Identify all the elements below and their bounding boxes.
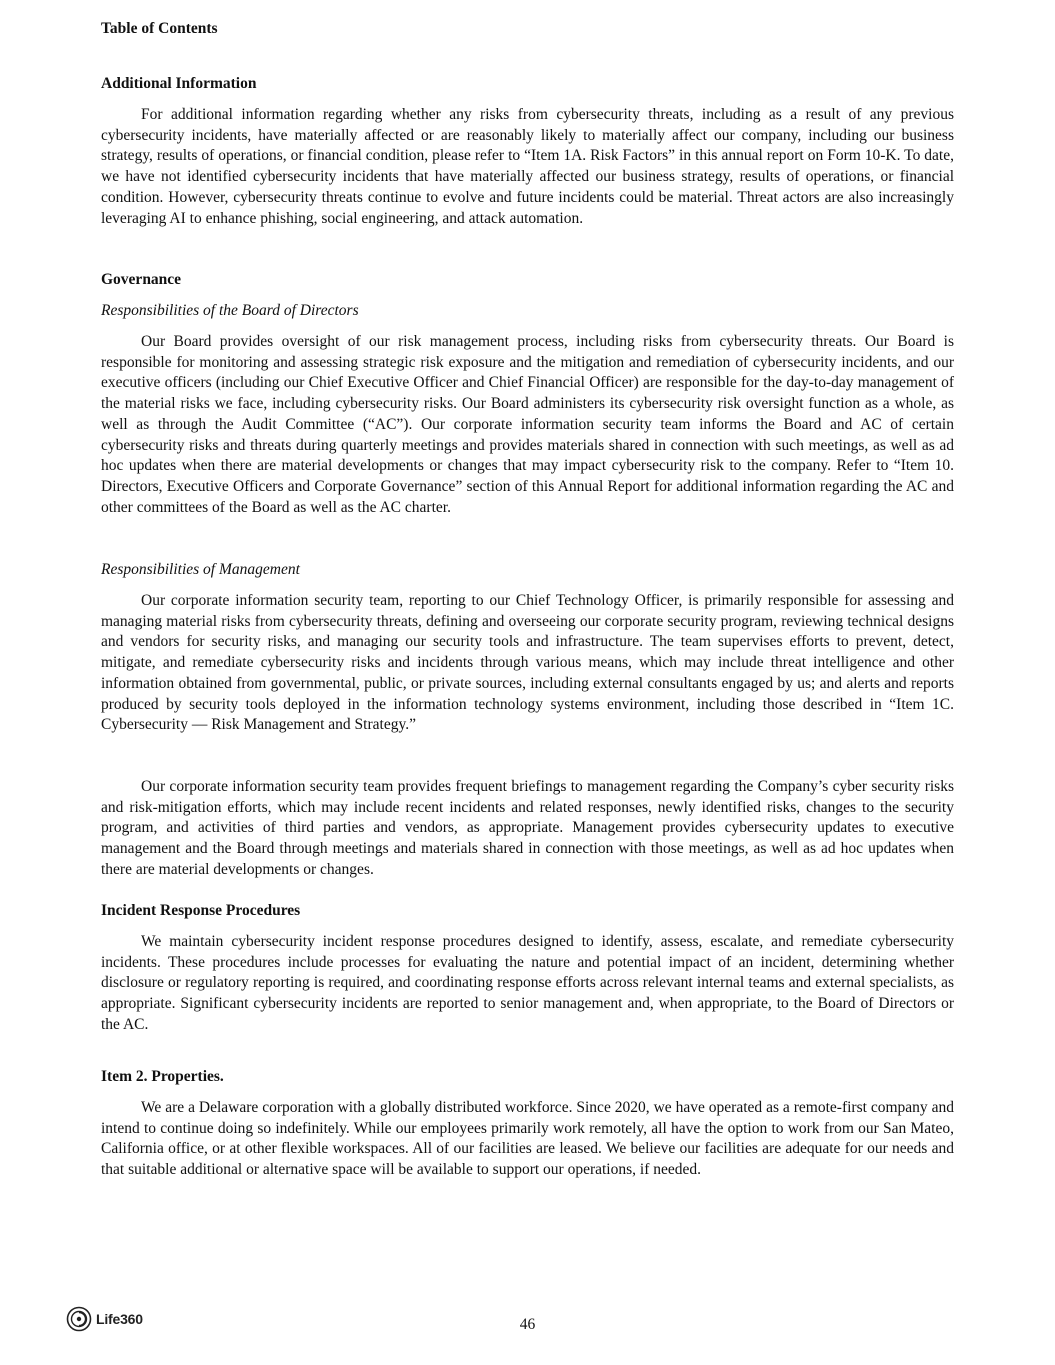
governance-heading: Governance bbox=[101, 271, 182, 288]
management-responsibilities-subheading: Responsibilities of Management bbox=[101, 561, 300, 578]
life360-logo-text: Life360 bbox=[96, 1311, 143, 1327]
additional-information-paragraph: For additional information regarding whether any risks from cybersecurity threats, including as a result of any previous cybersecurity incidents, have materially affected or are reasonably likely to materially affect our company, including our business strategy, results of operations, or financial condition, please refer to “Item 1A. Risk Factors” in this annual report on Form 10-K. To date, we have not identified cybersecurity incidents that have materially affected our business strategy, results of operations, or financial condition. However, cybersecurity threats continue to evolve and future incidents could be material. Threat actors are also increasingly leveraging AI to enhance phishing, social engineering, and attack automation. bbox=[101, 106, 954, 227]
management-briefings-paragraph: Our corporate information security team provides frequent briefings to management regarding the Company’s cyber security risks and risk-mitigation efforts, which may include recent incidents and related responses, newly identified risks, changes to the security program, and activities of third parties and vendors, as appropriate. Management provides cybersecurity updates to executive management and the Board through meetings and materials shared in connection with those meetings, as well as ad hoc updates when there are material developments or changes. bbox=[101, 778, 954, 878]
page-number: 46 bbox=[519, 1316, 536, 1333]
board-responsibilities-paragraph: Our Board provides oversight of our risk management process, including risks from cybersecurity threats. Our Board is responsible for monitoring and assessing strategic risk exposure and the mitigation and remediation of cybersecurity incidents, and our executive officers (including our Chief Executive Officer and Chief Financial Officer) are responsible for the day-to-day management of the material risks we face, including cybersecurity risks. Our Board administers its cybersecurity risk oversight function as a whole, as well as through the Audit Committee (“AC”). Our corporate information security team informs the Board and AC of certain cybersecurity risks and threats during quarterly meetings and provides materials shared in connection with such meetings, as well as ad hoc updates when there are material developments or changes that may impact cybersecurity risk to the company. Refer to “Item 10. Directors, Executive Officers and Corporate Governance” section of this Annual Report for additional information regarding the AC and other committees of the Board as well as the AC charter. bbox=[101, 333, 954, 516]
management-responsibilities-paragraph: Our corporate information security team, reporting to our Chief Technology Officer, is primarily responsible for assessing and managing material risks from cybersecurity threats, defining and overseeing our corporate security program, reviewing technical designs and vendors for security risks, and managing our security tools and infrastructure. The team supervises efforts to prevent, detect, mitigate, and remediate cybersecurity risks and incidents through various means, which may include threat intelligence and other information obtained from governmental, public, or private sources, including external consultants engaged by us; and alerts and reports produced by security tools deployed in the information technology systems environment, including those described in “Item 1C. Cybersecurity — Risk Management and Strategy.” bbox=[101, 592, 954, 734]
table-of-contents-link[interactable]: Table of Contents bbox=[101, 20, 218, 37]
incident-response-heading: Incident Response Procedures bbox=[101, 902, 301, 919]
additional-information-heading: Additional Information bbox=[101, 75, 257, 92]
board-responsibilities-subheading: Responsibilities of the Board of Directors bbox=[101, 302, 359, 319]
properties-paragraph: We are a Delaware corporation with a globally distributed workforce. Since 2020, we have operated as a remote-first company and intend to continue doing so indefinitely. While our employees primarily work remotely, all have the option to work from our San Mateo, California office, or at other flexible workspaces. All of our facilities are leased. We believe our facilities are adequate for our needs and that suitable additional or alternative space will be available to support our operations, if needed. bbox=[101, 1099, 954, 1179]
properties-heading: Item 2. Properties. bbox=[101, 1068, 224, 1085]
incident-response-paragraph: We maintain cybersecurity incident response procedures designed to identify, assess, escalate, and remediate cybersecurity incidents. These procedures include processes for evaluating the nature and potential impact of an incident, determining whether disclosure or regulatory reporting is required, and coordinating response efforts across relevant internal teams and external specialists, as appropriate. Significant cybersecurity incidents are reported to senior management and, when appropriate, to the Board of Directors or the AC. bbox=[101, 933, 954, 1033]
